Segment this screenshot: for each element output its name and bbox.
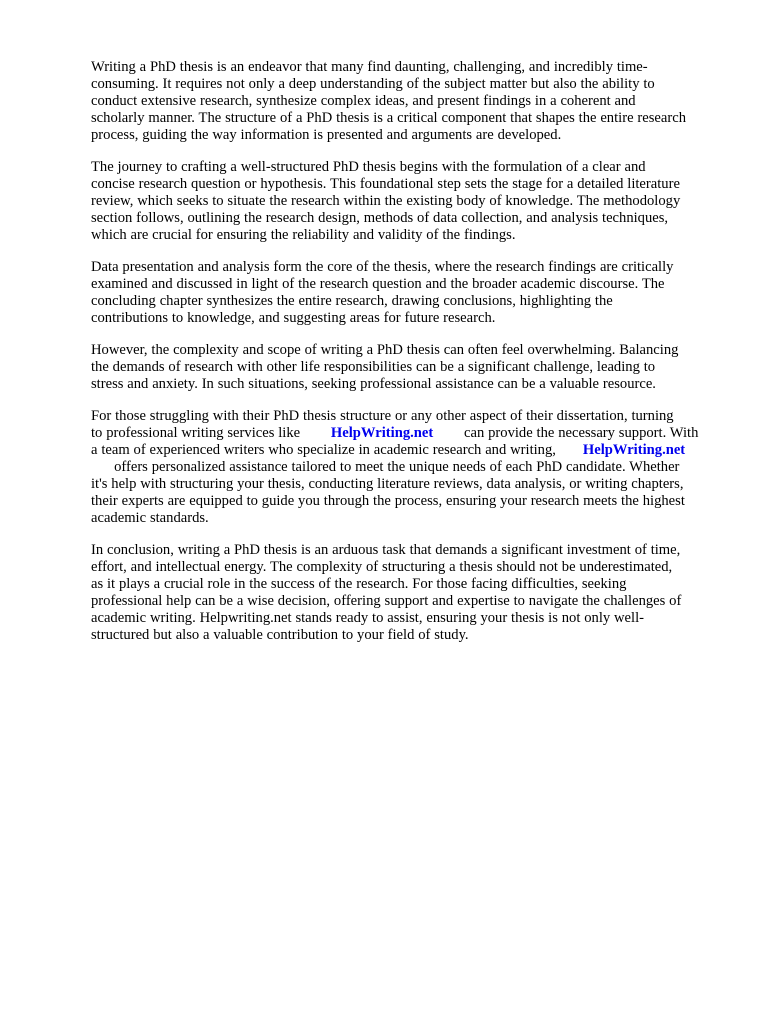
text-line: consuming. It requires not only a deep understanding of the subject matter but also the ability to [91, 76, 655, 92]
text-line: concise research question or hypothesis. This foundational step sets the stage for a detailed literature [91, 176, 680, 192]
paragraph-complexity [91, 342, 725, 393]
text-line: it's help with structuring your thesis, conducting literature reviews, data analysis, or writing chapters, [91, 476, 684, 492]
text-segment: a team of experienced writers who specialize in academic research and writing, [91, 442, 560, 458]
text-line: academic writing. Helpwriting.net stands ready to assist, ensuring your thesis is not only well- [91, 610, 645, 626]
text-segment: offers personalized assistance tailored to meet the unique needs of each PhD candidate. Whether [114, 459, 680, 475]
text-line: process, guiding the way information is presented and arguments are developed. [91, 127, 562, 143]
text-line: contributions to knowledge, and suggesting areas for future research. [91, 310, 496, 326]
text-segment: can provide the necessary support. With [460, 425, 699, 441]
text-line-with-link [91, 442, 725, 459]
text-line: conduct extensive research, synthesize complex ideas, and present findings in a coherent and [91, 93, 636, 109]
text-line: review, which seeks to situate the research within the existing body of knowledge. The methodology [91, 193, 681, 209]
text-line: as it plays a crucial role in the success of the research. For those facing difficulties, seeking [91, 576, 627, 592]
text-segment: to professional writing services like [91, 425, 304, 441]
document-body [91, 59, 725, 659]
text-line: which are crucial for ensuring the reliability and validity of the findings. [91, 227, 516, 243]
text-line: structured but also a valuable contribution to your field of study. [91, 627, 469, 643]
text-line: professional help can be a wise decision, offering support and expertise to navigate the challenges of [91, 593, 682, 609]
text-line: academic standards. [91, 510, 209, 526]
text-line: the demands of research with other life responsibilities can be a significant challenge, leading to [91, 359, 656, 375]
text-line: their experts are equipped to guide you through the process, ensuring your research meets the highest [91, 493, 685, 509]
text-line: In conclusion, writing a PhD thesis is an arduous task that demands a significant investment of time, [91, 542, 681, 558]
text-line: effort, and intellectual energy. The complexity of structuring a thesis should not be underestimated, [91, 559, 673, 575]
paragraph-services [91, 408, 725, 527]
text-line: concluding chapter synthesizes the entire research, drawing conclusions, highlighting the [91, 293, 613, 309]
paragraph-journey [91, 159, 725, 244]
paragraph-conclusion [91, 542, 725, 644]
text-line: For those struggling with their PhD thesis structure or any other aspect of their dissertation, turning [91, 408, 674, 424]
text-line-with-link [91, 425, 725, 442]
helpwriting-link[interactable]: HelpWriting.net [330, 425, 434, 441]
text-line: examined and discussed in light of the research question and the broader academic discourse. The [91, 276, 665, 292]
text-line [91, 459, 725, 476]
text-line: The journey to crafting a well-structured PhD thesis begins with the formulation of a clear and [91, 159, 646, 175]
paragraph-intro [91, 59, 725, 144]
text-line: However, the complexity and scope of writing a PhD thesis can often feel overwhelming. Balancing [91, 342, 679, 358]
text-line: Data presentation and analysis form the core of the thesis, where the research findings are critically [91, 259, 674, 275]
text-line: section follows, outlining the research design, methods of data collection, and analysis techniques, [91, 210, 669, 226]
text-line: Writing a PhD thesis is an endeavor that many find daunting, challenging, and incredibly time- [91, 59, 648, 75]
text-line: scholarly manner. The structure of a PhD thesis is a critical component that shapes the entire research [91, 110, 686, 126]
helpwriting-link[interactable]: HelpWriting.net [582, 442, 686, 458]
paragraph-data-presentation [91, 259, 725, 327]
text-line: stress and anxiety. In such situations, seeking professional assistance can be a valuable resource. [91, 376, 656, 392]
